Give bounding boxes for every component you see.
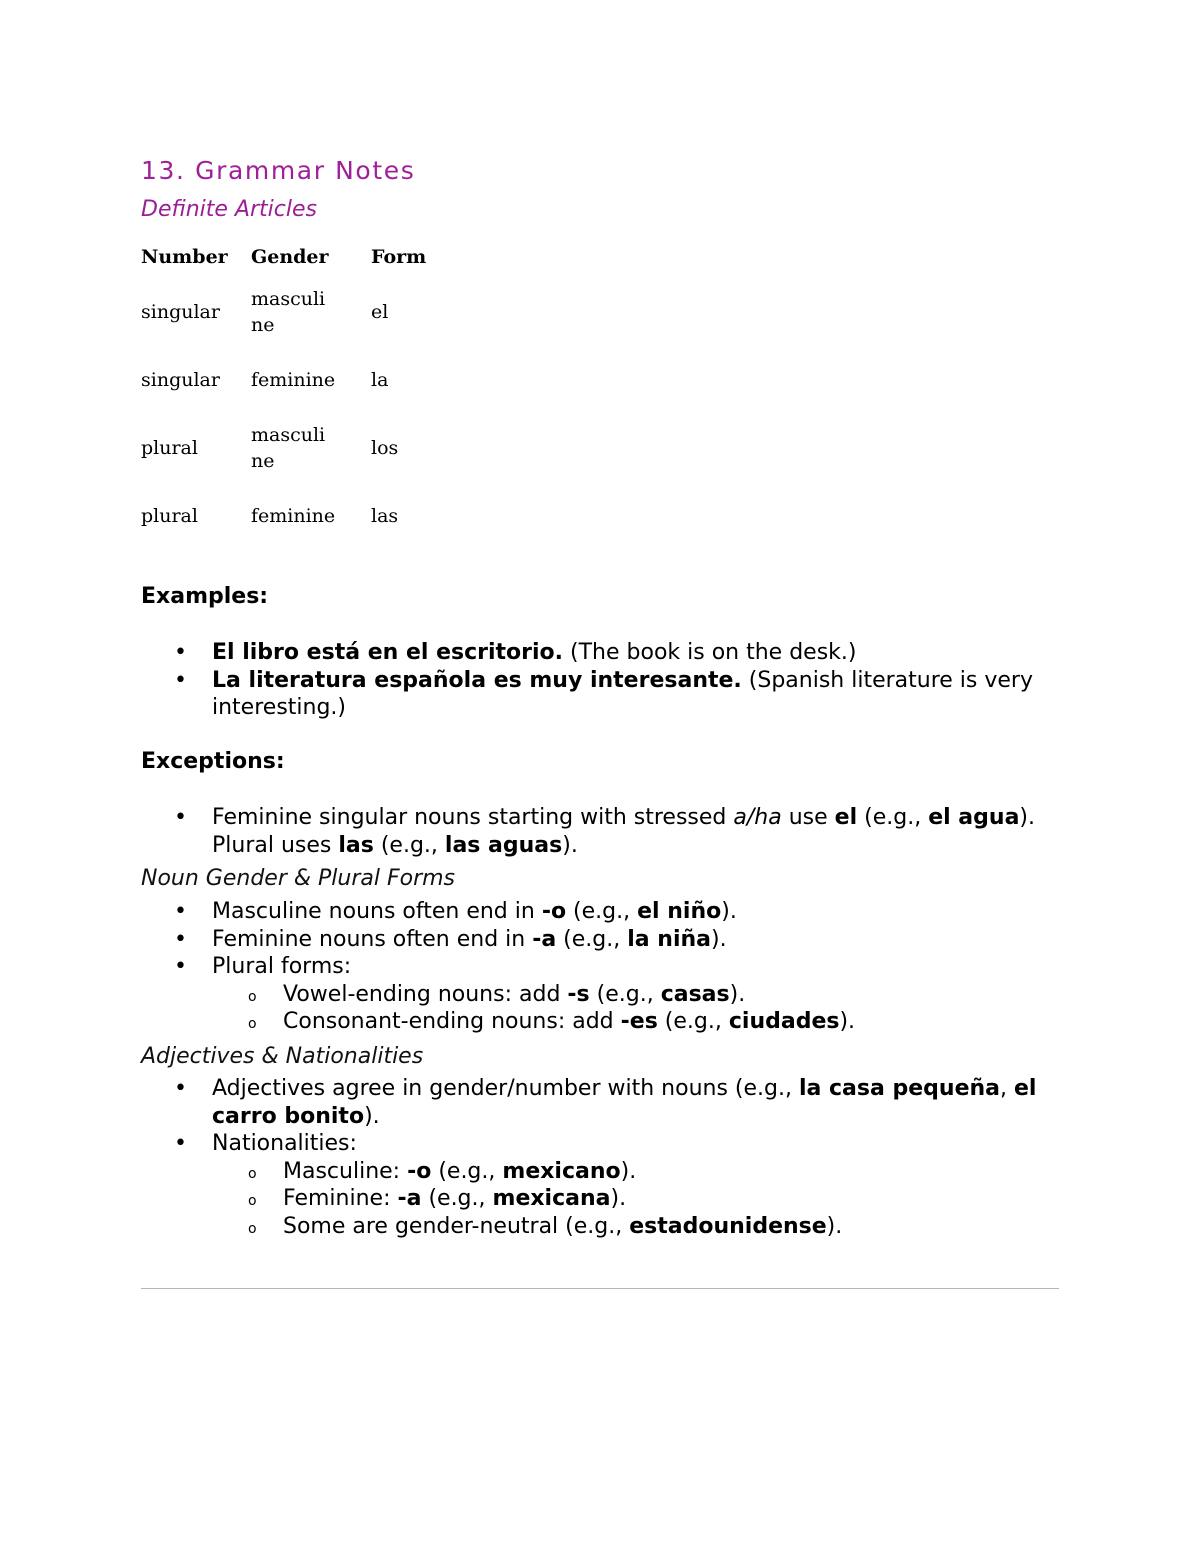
bold-term: las aguas (444, 832, 563, 858)
cell-form: el (371, 301, 389, 323)
table-row (141, 346, 461, 414)
sublist-item (212, 1213, 1041, 1241)
text: (e.g., (857, 805, 929, 830)
bold-term: -es (620, 1009, 658, 1034)
adjectives-list (141, 1075, 1041, 1240)
emphasis: a/ha (733, 805, 782, 830)
text: ). (839, 1009, 856, 1034)
examples-label: Examples: (141, 584, 269, 609)
text: ). (620, 1158, 637, 1184)
exceptions-label: Exceptions: (141, 749, 285, 774)
text: ). (826, 1213, 843, 1239)
column-header-form: Form (371, 246, 427, 268)
bold-term: el niño (637, 899, 722, 924)
column-header-number: Number (141, 246, 228, 268)
example-translation: (Spanish literature is very interesting.) (212, 667, 1033, 720)
text: Masculine: (283, 1158, 408, 1184)
column-header-gender: Gender (251, 246, 329, 268)
cell-gender (251, 414, 371, 482)
text: ). Plural uses (212, 805, 1035, 858)
bold-term: estadounidense (629, 1213, 827, 1239)
text: (e.g., (657, 1009, 729, 1034)
table-row (141, 278, 461, 346)
nationalities-sublist (212, 1158, 1041, 1241)
horizontal-rule (141, 1288, 1059, 1289)
bold-term: la casa pequeña (798, 1076, 1001, 1101)
text: Feminine: (283, 1186, 398, 1211)
cell-number: plural (141, 437, 198, 459)
table-row (141, 482, 461, 550)
list-item (141, 639, 1041, 667)
text: (e.g., (373, 832, 445, 858)
sublist-item (212, 1008, 1041, 1036)
bold-term: las (338, 832, 374, 858)
cell-gender: feminine (251, 505, 336, 527)
list-item (141, 804, 1041, 859)
list-item (141, 898, 1041, 926)
text: Vowel-ending nouns: add (283, 981, 568, 1007)
example-spanish: El libro está en el escritorio. (212, 640, 564, 665)
list-item (141, 1075, 1041, 1130)
section-heading-definite-articles: Definite Articles (141, 197, 317, 222)
text: ). (711, 926, 727, 952)
cell-number: plural (141, 505, 198, 527)
text: (e.g., (421, 1186, 493, 1211)
section-heading-adjectives: Adjectives & Nationalities (141, 1044, 424, 1069)
text: (e.g., (589, 981, 661, 1007)
plural-forms-sublist (212, 981, 1041, 1036)
cell-gender (251, 278, 371, 346)
sublist-item (212, 1158, 1041, 1186)
cell-gender-text: masculine (251, 288, 326, 336)
bold-term: el (834, 805, 858, 830)
bold-term: la niña (627, 926, 712, 952)
list-item (141, 667, 1041, 722)
definite-articles-table (141, 236, 461, 550)
example-translation: (The book is on the desk.) (563, 640, 857, 665)
example-spanish: La literatura española es muy interesante. (212, 667, 742, 693)
sublist-item (212, 981, 1041, 1009)
text: ). (729, 981, 746, 1007)
noun-gender-list (141, 898, 1041, 1036)
bold-term: -a (397, 1186, 422, 1211)
text: (e.g., (431, 1158, 503, 1184)
examples-list (141, 639, 1041, 722)
text: Masculine nouns often end in (212, 899, 542, 924)
text: ). (562, 832, 578, 858)
text: Consonant-ending nouns: add (283, 1009, 621, 1034)
text: Some are gender-neutral (e.g., (283, 1213, 630, 1239)
bold-term: -s (567, 981, 590, 1007)
text: Adjectives agree in gender/number with nouns (e.g., (212, 1076, 799, 1101)
cell-form: la (371, 369, 389, 391)
list-item (141, 953, 1041, 1036)
cell-gender: feminine (251, 369, 336, 391)
section-heading-noun-gender: Noun Gender & Plural Forms (141, 866, 456, 891)
cell-form: las (371, 505, 399, 527)
bold-term: el carro bonito (212, 1076, 1037, 1129)
text: ). (610, 1186, 627, 1211)
cell-number: singular (141, 369, 220, 391)
bold-term: el agua (928, 805, 1020, 830)
text: , (1000, 1076, 1015, 1101)
bold-term: -o (407, 1158, 432, 1184)
exceptions-list (141, 804, 1041, 859)
list-item (141, 926, 1041, 954)
text: ). (721, 899, 737, 924)
text: use (781, 805, 835, 830)
sublist-item (212, 1185, 1041, 1213)
text: Feminine nouns often end in (212, 926, 533, 952)
text: Nationalities: (212, 1131, 357, 1156)
text: Plural forms: (212, 954, 352, 979)
text: Feminine singular nouns starting with stressed (212, 805, 734, 830)
text: (e.g., (566, 899, 638, 924)
table-row (141, 414, 461, 482)
cell-number: singular (141, 301, 220, 323)
cell-form: los (371, 437, 399, 459)
bold-term: casas (660, 981, 730, 1007)
bold-term: mexicano (502, 1158, 621, 1184)
bold-term: -a (532, 926, 557, 952)
bold-term: -o (541, 899, 567, 924)
page-title: 13. Grammar Notes (141, 156, 416, 185)
bold-term: ciudades (728, 1009, 840, 1034)
table-header-row (141, 236, 461, 278)
text: (e.g., (556, 926, 628, 952)
list-item (141, 1130, 1041, 1240)
text: ). (364, 1103, 380, 1129)
bold-term: mexicana (492, 1186, 611, 1211)
cell-gender-text: masculine (251, 424, 326, 472)
